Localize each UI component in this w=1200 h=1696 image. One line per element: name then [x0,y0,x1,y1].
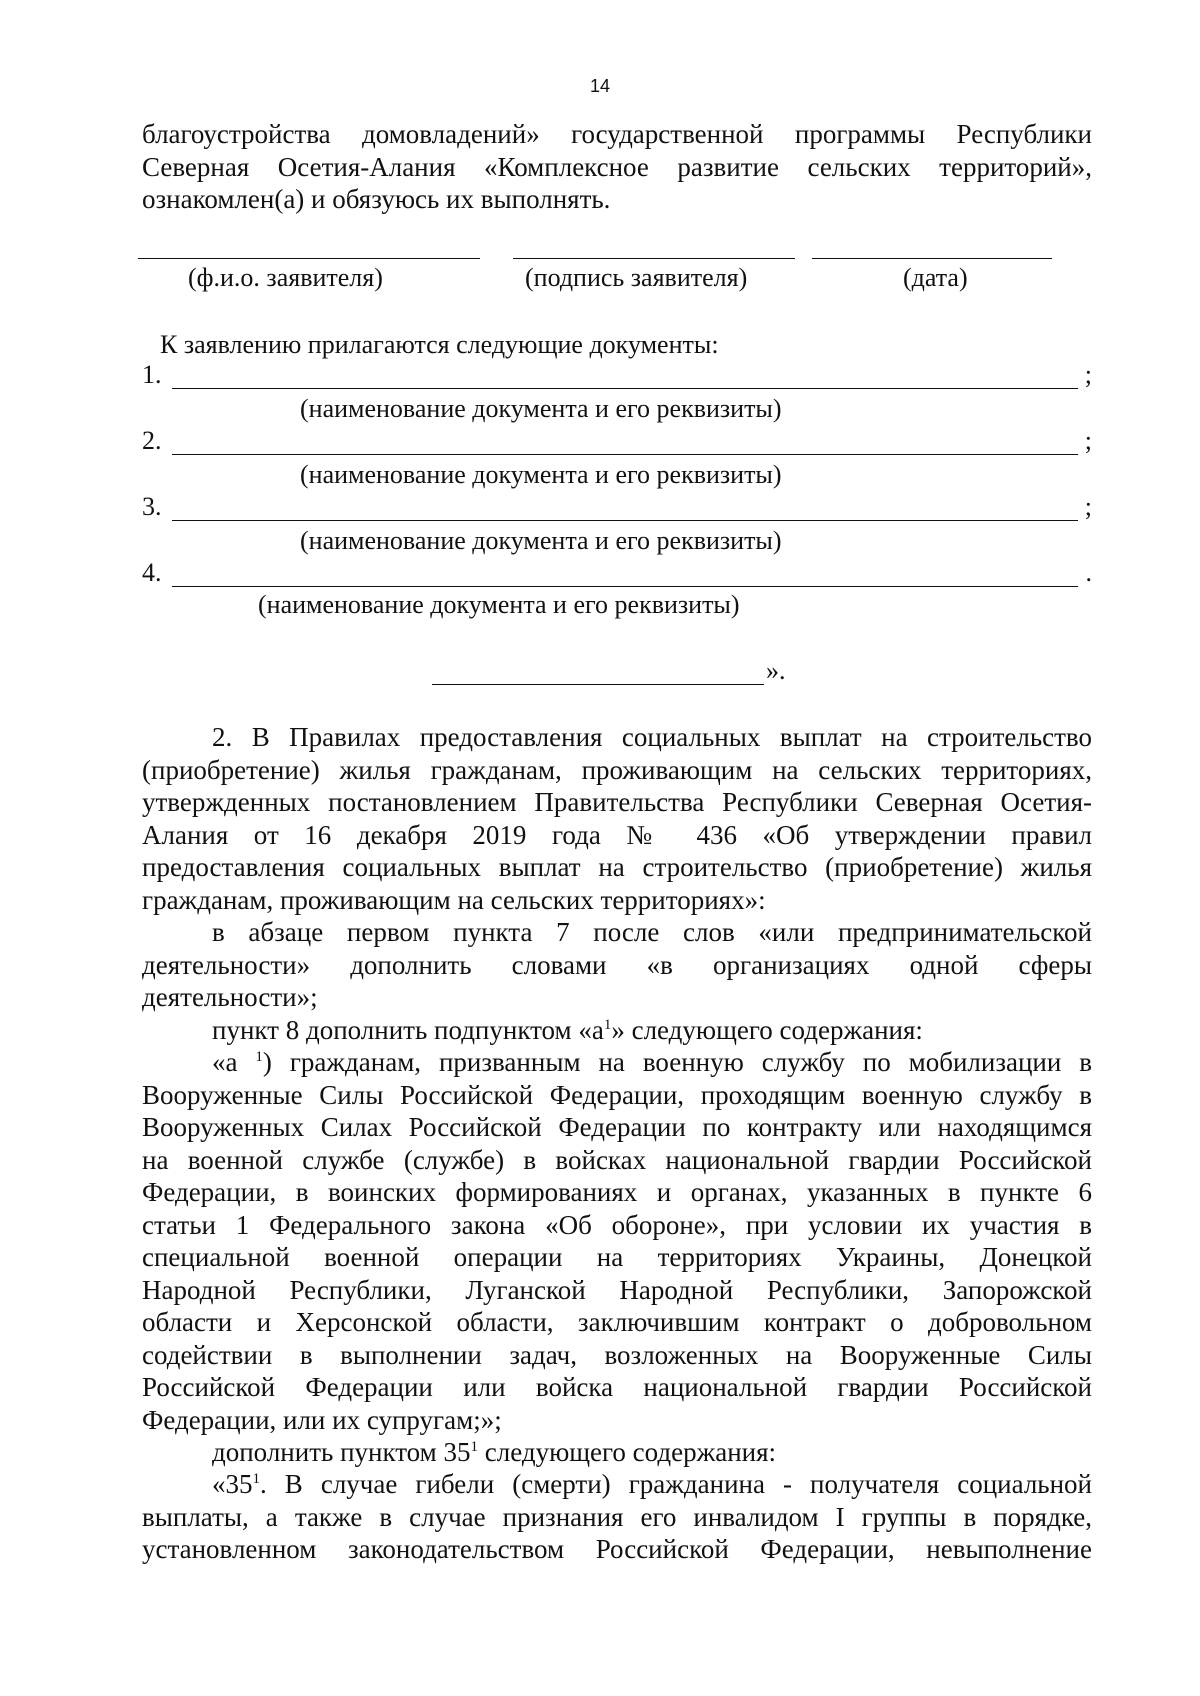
text-line: Народной Республики, Луганской Народной Республики, Запорожской [142,1274,1092,1305]
attachments-title: К заявлению прилагаются следующие документы: [160,330,719,359]
text-line [142,1014,1092,1047]
paragraph-35-1 [142,1468,1092,1566]
text-line: (приобретение) жилья гражданам, проживающим на сельских территориях, [142,754,1092,785]
page-number: 14 [589,76,611,96]
text-fragment: пункт 8 дополнить подпунктом «а [212,1015,604,1045]
attachment-end-mark: ; [1084,492,1092,521]
text-line: установленном законодательством Российской Федерации, невыполнение [142,1534,1092,1564]
attachment-number: 2. [142,426,162,455]
text-fragment: дополнить пунктом 35 [212,1437,471,1467]
text-line: 2. В Правилах предоставления социальных выплат на строительство [212,722,1092,752]
text-line: выплаты, а также в случае признания его инвалидом I группы в порядке, [142,1501,1092,1532]
text-line: утвержденных постановлением Правительства Республики Северная Осетия- [142,787,1092,817]
attachment-row-2 [142,426,1092,460]
text-line: Федерации, или их супругам;»; [142,1404,502,1435]
date-signature-line [812,258,1052,259]
attachment-caption: (наименование документа и его реквизиты) [300,394,782,423]
amendment-paragraph-8 [142,1014,1092,1047]
text-line [142,1468,1092,1501]
name-caption: (ф.и.о. заявителя) [188,263,383,292]
attachment-end-mark: ; [1084,360,1092,389]
attachment-number: 1. [142,360,162,389]
intro-paragraph [142,118,1092,216]
text-line: на военной службе (службе) в войсках национальной гвардии Российской [142,1144,1092,1175]
section-2-paragraph [142,721,1092,916]
superscript: 1 [252,1471,260,1487]
superscript: 1 [470,1439,478,1455]
text-line: предоставления социальных выплат на строительство (приобретение) жилья [142,852,1092,882]
attachment-blank-line [172,454,1078,455]
text-fragment: » следующего содержания: [611,1015,923,1045]
text-line: в абзаце первом пункта 7 после слов «или предпринимательской [212,917,1092,947]
text-line: Алания от 16 декабря 2019 года № 436 «Об утверждении правил [142,819,1092,850]
attachment-number: 4. [142,558,162,587]
attachment-number: 3. [142,492,162,521]
amendment-paragraph-35 [142,1436,1092,1469]
sign-caption: (подпись заявителя) [525,263,748,292]
date-caption: (дата) [903,263,968,292]
text-line: Федерации, в воинских формированиях и органах, указанных в пункте 6 [142,1177,1092,1207]
attachment-blank-line [172,586,1078,587]
text-line: Российской Федерации или войска национальной гвардии Российской [142,1372,1092,1402]
text-fragment: . В случае гибели (смерти) гражданина - получателя социальной [260,1469,1092,1499]
amendment-paragraph-7 [142,916,1092,1014]
superscript: 1 [255,1049,263,1065]
text-line [142,1436,1092,1469]
superscript: 1 [603,1017,612,1033]
text-line: благоустройства домовладений» государственной программы Республики [142,119,1092,149]
text-fragment: «35 [212,1469,253,1499]
attachment-row-1 [142,360,1092,394]
text-line: ознакомлен(а) и обязуюсь их выполнять. [142,184,611,214]
text-line: содействии в выполнении задач, возложенных на Вооруженные Силы [142,1339,1092,1370]
text-line: гражданам, проживающим на сельских территориях»: [142,884,766,915]
attachment-caption: (наименование документа и его реквизиты) [300,460,782,489]
attachment-caption: (наименование документа и его реквизиты) [258,590,740,619]
attachment-row-4 [142,558,1092,592]
text-line: специальной военной операции на территориях Украины, Донецкой [142,1242,1092,1272]
attachment-blank-line [172,388,1078,389]
name-signature-line [138,258,480,259]
attachment-row-3 [142,492,1092,526]
text-line: статьи 1 Федерального закона «Об обороне», при условии их участия в [142,1209,1092,1240]
attachment-caption: (наименование документа и его реквизиты) [300,526,782,555]
text-line: Северная Осетия-Алания «Комплексное развитие сельских территорий», [142,151,1092,182]
closing-mark: ». [766,656,786,685]
text-fragment: «а [212,1047,256,1077]
closing-blank-line [432,684,764,685]
text-line: области и Херсонской области, заключившим контракт о добровольном [142,1307,1092,1337]
text-line: деятельности»; [142,982,318,1012]
text-line: Вооруженные Силы Российской Федерации, проходящим военную службу в [142,1079,1092,1110]
attachment-end-mark: ; [1084,426,1092,455]
attachment-blank-line [172,520,1078,521]
text-line [142,1046,1092,1079]
text-line: Вооруженных Силах Российской Федерации по контракту или находящимся [142,1112,1092,1142]
text-fragment: ) гражданам, призванным на военную службу по мобилизации в [262,1047,1093,1077]
text-fragment: следующего содержания: [478,1437,777,1467]
sign-signature-line [513,258,795,259]
subparagraph-a1 [142,1046,1092,1436]
attachment-end-mark: . [1085,558,1092,587]
text-line: деятельности» дополнить словами «в организациях одной сферы [142,949,1092,980]
